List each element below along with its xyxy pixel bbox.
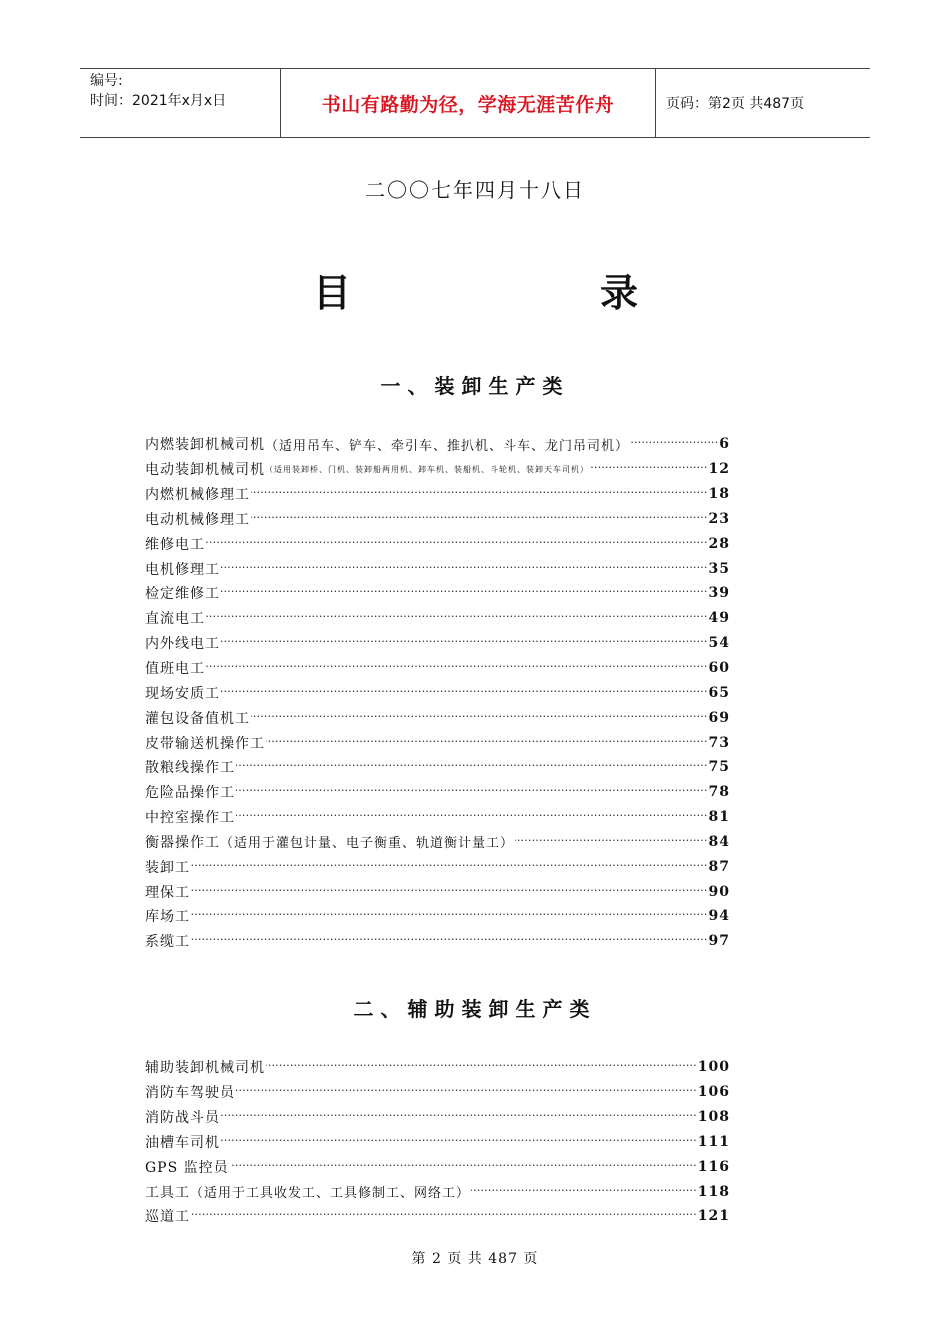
toc-entry-page <box>709 561 730 577</box>
toc-entry-title: 内燃装卸机械司机 <box>145 437 265 454</box>
toc-entry-page-number: 121 <box>697 1208 730 1225</box>
toc-entry-page-number: 54 <box>708 635 730 652</box>
toc-entry-page-number: 60 <box>708 660 730 677</box>
dot-leader <box>236 1085 697 1099</box>
toc-entry-page <box>709 610 730 626</box>
section-2-list <box>145 1055 730 1229</box>
dot-leader <box>236 785 708 799</box>
page-footer: 第 2 页 共 487 页 <box>411 1251 539 1267</box>
section-1-list <box>145 432 730 954</box>
toc-entry-page-number: 73 <box>708 734 730 751</box>
toc-entry-page-number: 69 <box>708 709 730 726</box>
dot-leader <box>191 885 708 899</box>
toc-entry-title: 衡器操作工 <box>145 834 220 851</box>
toc-entry-page-number: 28 <box>708 535 730 552</box>
toc-entry-title: 巡道工 <box>145 1209 190 1226</box>
document-date: 二〇〇七年四月十八日 <box>365 178 585 202</box>
toc-entry-page <box>709 635 730 651</box>
toc-entry-title: 现场安质工 <box>145 685 220 702</box>
toc-entry-title: 辅助装卸机械司机 <box>145 1060 265 1077</box>
toc-title <box>0 262 950 315</box>
dot-leader <box>221 562 708 576</box>
dot-leader <box>630 437 718 451</box>
toc-entry[interactable] <box>145 432 730 457</box>
toc-entry[interactable] <box>145 606 730 631</box>
toc-entry-page <box>709 809 730 825</box>
toc-entry-title: 理保工 <box>145 884 190 901</box>
toc-entry-page-number: 97 <box>708 933 730 950</box>
dot-leader <box>206 537 708 551</box>
section-2-title: 二、辅助装卸生产类 <box>353 997 597 1021</box>
toc-entry[interactable] <box>145 482 730 507</box>
toc-entry[interactable] <box>145 1179 730 1204</box>
dot-leader <box>191 860 708 874</box>
toc-entry[interactable] <box>145 1130 730 1155</box>
toc-entry[interactable] <box>145 531 730 556</box>
dot-leader <box>251 711 708 725</box>
dot-leader <box>206 611 708 625</box>
toc-entry-title: 库场工 <box>145 909 190 926</box>
toc-entry-title: 皮带输送机操作工 <box>145 735 265 752</box>
toc-entry-page-number: 6 <box>719 436 730 453</box>
dot-leader <box>221 636 708 650</box>
toc-entry[interactable] <box>145 1154 730 1179</box>
toc-entry-title: 消防车驾驶员 <box>145 1085 235 1102</box>
toc-entry-page-number: 106 <box>697 1084 730 1101</box>
toc-entry[interactable] <box>145 904 730 929</box>
toc-title-left: 目 <box>313 271 352 315</box>
toc-entry[interactable] <box>145 581 730 606</box>
toc-entry-page <box>709 536 730 552</box>
toc-entry[interactable] <box>145 879 730 904</box>
toc-entry-page-number: 75 <box>708 759 730 776</box>
dot-leader <box>191 934 708 948</box>
toc-entry-page <box>709 735 730 751</box>
dot-leader <box>230 1160 697 1174</box>
toc-entry-page <box>709 933 730 949</box>
toc-entry-title: 电机修理工 <box>145 561 220 578</box>
toc-entry-title: 检定维修工 <box>145 586 220 603</box>
dot-leader <box>221 1135 697 1149</box>
toc-entry-page-number: 84 <box>708 833 730 850</box>
dot-leader <box>590 462 708 476</box>
dot-leader <box>236 810 708 824</box>
toc-entry-page-number: 23 <box>708 510 730 527</box>
toc-entry-title: 散粮线操作工 <box>145 760 235 777</box>
dot-leader <box>471 1185 697 1199</box>
toc-entry-page-number: 65 <box>708 684 730 701</box>
toc-entry-page-number: 78 <box>708 784 730 801</box>
toc-entry[interactable] <box>145 780 730 805</box>
dot-leader <box>221 686 708 700</box>
toc-entry-page-number: 49 <box>708 610 730 627</box>
toc-entry-page-number: 108 <box>697 1109 730 1126</box>
toc-entry-page <box>698 1159 730 1175</box>
toc-entry-page <box>709 859 730 875</box>
toc-entry-page <box>709 710 730 726</box>
toc-entry[interactable] <box>145 730 730 755</box>
dot-leader <box>266 736 708 750</box>
toc-entry-page-number: 39 <box>708 585 730 602</box>
toc-entry-page <box>709 759 730 775</box>
toc-entry-title: 维修电工 <box>145 536 205 553</box>
toc-entry[interactable] <box>145 929 730 954</box>
toc-entry-title: 中控室操作工 <box>145 810 235 827</box>
toc-entry-page <box>698 1109 730 1125</box>
toc-entry-title: 危险品操作工 <box>145 785 235 802</box>
toc-entry-title: 油槽车司机 <box>145 1134 220 1151</box>
dot-leader <box>236 760 708 774</box>
header-page-info: 页码：第2页 共487页 <box>666 96 805 112</box>
toc-entry-page <box>709 660 730 676</box>
dot-leader <box>515 835 708 849</box>
toc-entry-page <box>709 585 730 601</box>
toc-entry-page <box>698 1208 730 1224</box>
toc-entry-page-number: 94 <box>708 908 730 925</box>
dot-leader <box>266 1060 697 1074</box>
toc-entry-page <box>719 436 730 452</box>
toc-entry-title: 消防战斗员 <box>145 1110 220 1127</box>
toc-entry-page <box>709 511 730 527</box>
toc-entry-title: 系缆工 <box>145 934 190 951</box>
toc-entry-page-number: 100 <box>697 1059 730 1076</box>
toc-entry-page-number: 116 <box>697 1158 730 1175</box>
toc-entry[interactable] <box>145 556 730 581</box>
dot-leader <box>221 586 708 600</box>
toc-entry-page <box>709 461 730 477</box>
toc-entry-title: 装卸工 <box>145 859 190 876</box>
toc-entry-page <box>698 1134 730 1150</box>
dot-leader <box>221 1110 697 1124</box>
toc-entry-title: 工具工 <box>145 1184 190 1201</box>
header-meta <box>80 69 280 137</box>
toc-entry-page <box>709 908 730 924</box>
toc-entry-note: （适用吊车、铲车、牵引车、推扒机、斗车、龙门吊司机） <box>265 438 630 454</box>
toc-entry-title: 内外线电工 <box>145 636 220 653</box>
toc-entry-page-number: 35 <box>708 560 730 577</box>
toc-entry-title: 内燃机械修理工 <box>145 487 250 504</box>
toc-entry-page <box>709 784 730 800</box>
toc-entry-title: 值班电工 <box>145 661 205 678</box>
toc-entry[interactable] <box>145 1080 730 1105</box>
toc-entry-page <box>698 1059 730 1075</box>
toc-entry[interactable] <box>145 680 730 705</box>
toc-entry[interactable] <box>145 805 730 830</box>
dot-leader <box>191 909 708 923</box>
toc-entry[interactable] <box>145 705 730 730</box>
toc-entry-page-number: 118 <box>697 1183 730 1200</box>
time-label: 时间：2021年x月x日 <box>90 93 227 109</box>
document-header <box>80 68 870 138</box>
dot-leader <box>191 1209 697 1223</box>
toc-entry[interactable] <box>145 457 730 482</box>
section-1-title: 一、装卸生产类 <box>380 374 570 398</box>
toc-entry[interactable] <box>145 854 730 879</box>
toc-entry-note: （适用于灌包计量、电子衡重、轨道衡计量工） <box>220 836 515 852</box>
toc-entry-page <box>709 834 730 850</box>
header-motto: 书山有路勤为径，学海无涯苦作舟 <box>280 69 656 137</box>
toc-entry[interactable] <box>145 755 730 780</box>
toc-entry[interactable] <box>145 830 730 855</box>
dot-leader <box>206 661 708 675</box>
dot-leader <box>251 512 708 526</box>
toc-entry-note: （适用装卸桥、门机、装卸船两用机、卸车机、装船机、斗轮机、装卸天车司机） <box>265 464 589 474</box>
toc-entry-page-number: 12 <box>708 461 730 478</box>
toc-entry[interactable] <box>145 1055 730 1080</box>
toc-entry-page <box>709 884 730 900</box>
toc-entry-title: 灌包设备值机工 <box>145 710 250 727</box>
toc-entry[interactable] <box>145 1204 730 1229</box>
toc-entry-page-number: 111 <box>697 1133 730 1150</box>
toc-entry-page <box>709 486 730 502</box>
toc-entry-page <box>698 1084 730 1100</box>
toc-entry-page <box>709 685 730 701</box>
toc-entry-title: 直流电工 <box>145 611 205 628</box>
toc-entry-title: GPS 监控员 <box>145 1159 229 1176</box>
toc-entry-note: （适用于工具收发工、工具修制工、网络工） <box>190 1186 471 1202</box>
toc-entry-page-number: 18 <box>708 486 730 503</box>
toc-entry[interactable] <box>145 507 730 532</box>
toc-entry-page-number: 87 <box>708 858 730 875</box>
toc-entry[interactable] <box>145 631 730 656</box>
toc-entry-page-number: 90 <box>708 883 730 900</box>
toc-entry[interactable] <box>145 656 730 681</box>
toc-entry-page-number: 81 <box>708 809 730 826</box>
toc-entry[interactable] <box>145 1105 730 1130</box>
toc-entry-title: 电动机械修理工 <box>145 511 250 528</box>
number-label: 编号: <box>90 73 123 89</box>
toc-title-right: 录 <box>600 271 639 315</box>
toc-entry-title: 电动装卸机械司机 <box>145 462 265 479</box>
toc-entry-page <box>698 1184 730 1200</box>
dot-leader <box>251 487 708 501</box>
